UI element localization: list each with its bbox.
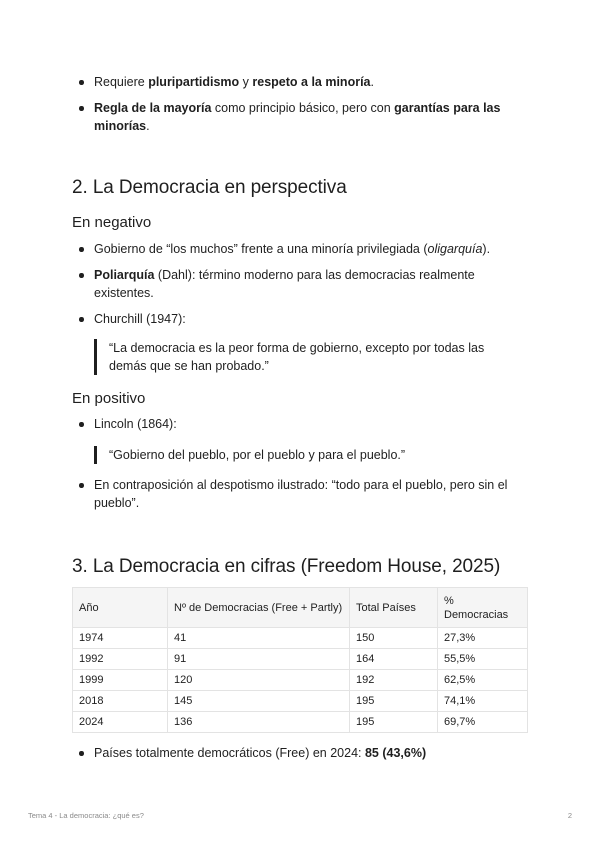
cell-year: 2024 — [73, 712, 168, 733]
cell-total: 164 — [350, 649, 438, 670]
cell-year: 1974 — [73, 628, 168, 649]
list-item — [72, 240, 528, 258]
cell-year: 1999 — [73, 670, 168, 691]
cell-percent: 27,3% — [438, 628, 528, 649]
section-3-list — [72, 744, 528, 762]
text-run: como principio básico, pero con — [211, 101, 395, 115]
positivo-list-1 — [72, 415, 528, 433]
cell-percent: 62,5% — [438, 670, 528, 691]
text-run: (Dahl): término moderno para las democracias realmente existentes. — [94, 268, 475, 300]
cell-total: 195 — [350, 691, 438, 712]
header-percent: % Democracias — [438, 588, 528, 628]
cell-percent: 69,7% — [438, 712, 528, 733]
democracy-table — [72, 587, 528, 733]
cell-democracies: 145 — [168, 691, 350, 712]
cell-year: 1992 — [73, 649, 168, 670]
cell-democracies: 91 — [168, 649, 350, 670]
cell-democracies: 136 — [168, 712, 350, 733]
footer-title: Tema 4 - La democracia: ¿qué es? — [28, 811, 144, 820]
text-run: . — [146, 119, 150, 133]
page-number: 2 — [567, 811, 572, 820]
cell-year: 2018 — [73, 691, 168, 712]
cell-percent: 74,1% — [438, 691, 528, 712]
negativo-list — [72, 240, 528, 328]
bold-text: garantías para las minorías — [94, 101, 501, 133]
table-row — [73, 670, 528, 691]
list-item — [72, 99, 528, 135]
table-header-row — [73, 588, 528, 628]
note-value: 85 (43,6%) — [364, 746, 427, 760]
text-run: Requiere — [94, 75, 149, 89]
note-text: Países totalmente democráticos (Free) en 2024: — [94, 746, 365, 760]
list-item — [72, 266, 528, 302]
cell-total: 150 — [350, 628, 438, 649]
list-item: En contraposición al despotismo ilustrado: “todo para el pueblo, pero sin el pueblo”. — [72, 476, 528, 512]
subheading-negativo: En negativo — [72, 214, 152, 231]
list-item: Lincoln (1864): — [72, 415, 528, 433]
text-run: ). — [482, 242, 491, 256]
list-item — [72, 310, 528, 328]
cell-democracies: 41 — [168, 628, 350, 649]
subheading-positivo: En positivo — [72, 390, 146, 407]
table-row — [73, 628, 528, 649]
header-total: Total Países — [350, 588, 438, 628]
cell-percent: 55,5% — [438, 649, 528, 670]
list-item — [72, 73, 528, 91]
churchill-quote: “La democracia es la peor forma de gobierno, excepto por todas las demás que se han probado.” — [94, 339, 519, 375]
italic-text: oligarquía — [427, 242, 483, 256]
section-2-title: 2. La Democracia en perspectiva — [72, 177, 347, 198]
bold-text: respeto a la minoría — [252, 75, 371, 89]
header-democracies: Nº de Democracias (Free + Partly) — [168, 588, 350, 628]
section-3-title: 3. La Democracia en cifras (Freedom House, 2025) — [72, 556, 501, 577]
bold-text: Poliarquía — [94, 268, 155, 282]
text-run: . — [370, 75, 374, 89]
table-row — [73, 649, 528, 670]
cell-democracies: 120 — [168, 670, 350, 691]
top-bullet-list — [72, 73, 528, 135]
lincoln-quote: “Gobierno del pueblo, por el pueblo y para el pueblo.” — [94, 446, 519, 464]
text-run: Churchill (1947): — [94, 312, 186, 326]
bold-text: Regla de la mayoría — [94, 101, 212, 115]
table-row — [73, 712, 528, 733]
list-item — [72, 744, 528, 762]
cell-total: 192 — [350, 670, 438, 691]
table-row — [73, 691, 528, 712]
cell-total: 195 — [350, 712, 438, 733]
text-run: y — [239, 75, 253, 89]
text-run: Gobierno de “los muchos” frente a una minoría privilegiada ( — [94, 242, 428, 256]
bold-text: pluripartidismo — [148, 75, 240, 89]
positivo-list-2 — [72, 476, 528, 512]
header-year: Año — [73, 588, 168, 628]
